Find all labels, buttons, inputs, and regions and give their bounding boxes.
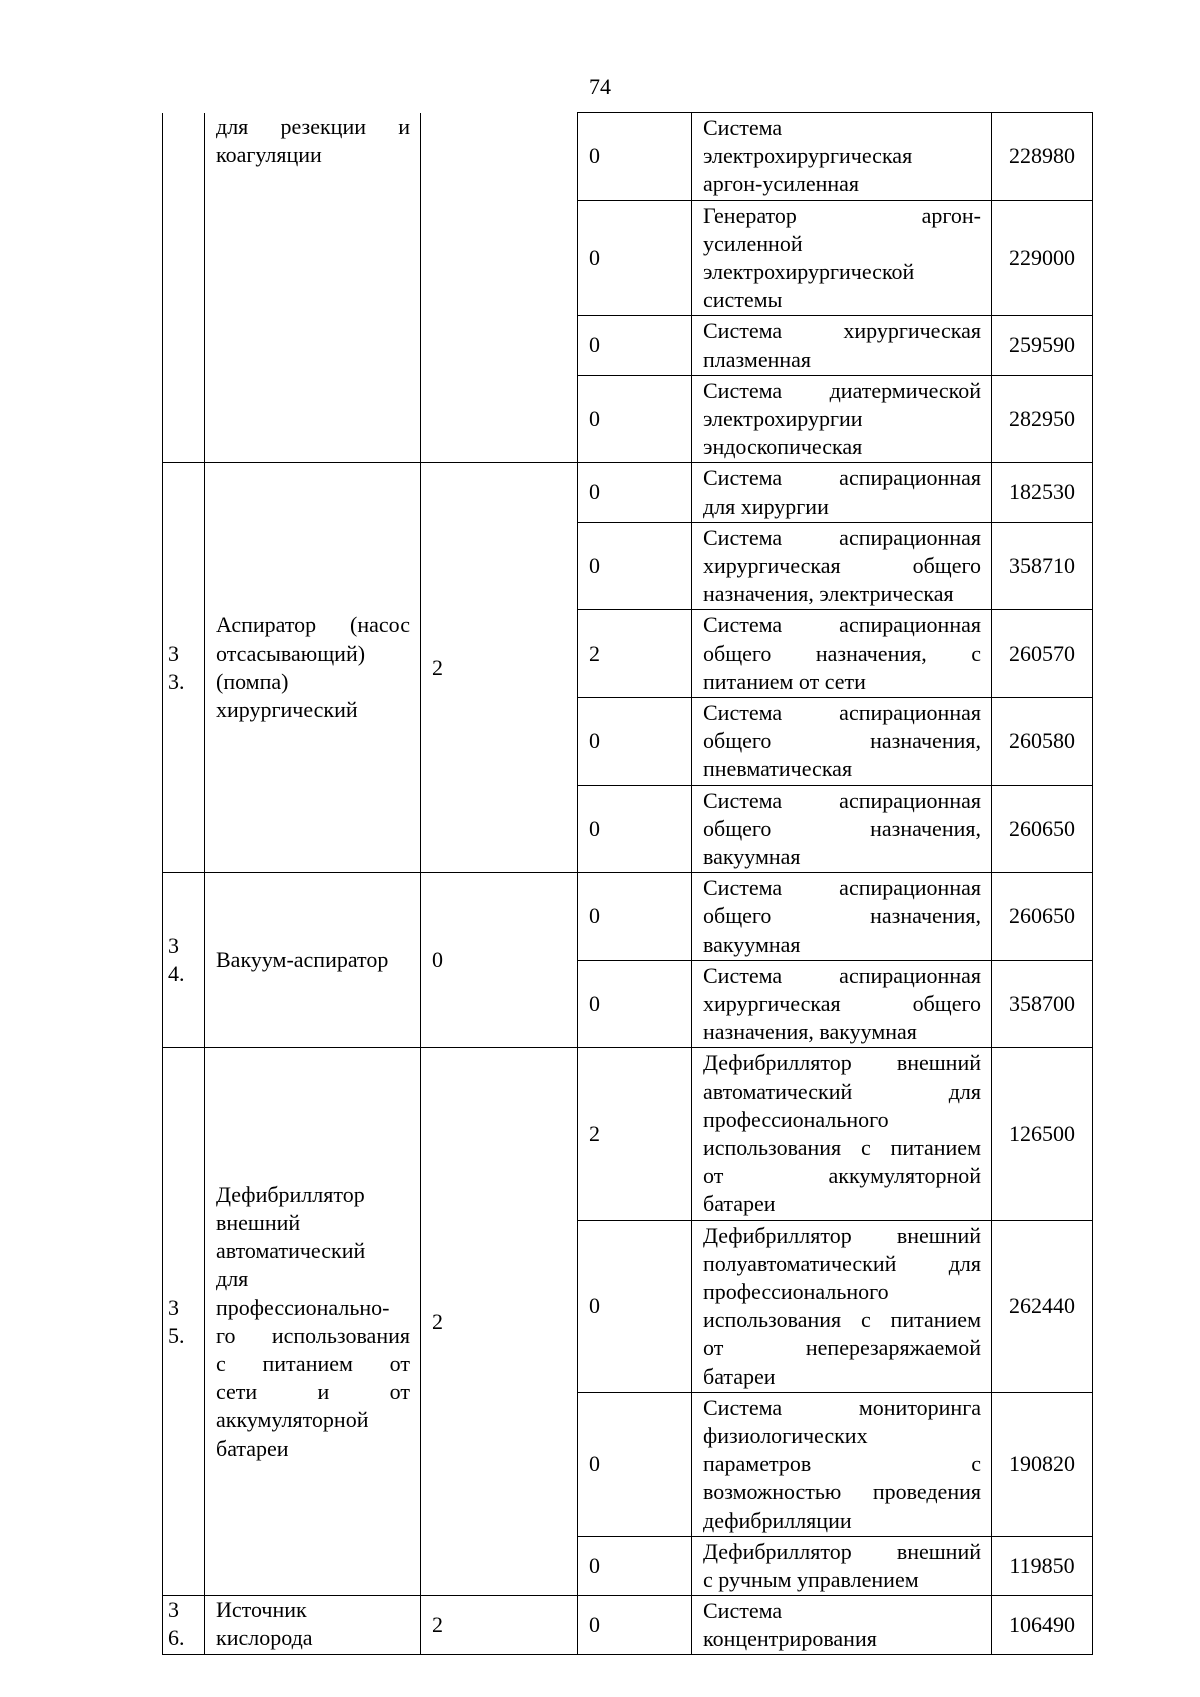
variant-description: Система диатермической электрохирургии эндоскопическая: [692, 375, 992, 463]
item-name: Вакуум-аспиратор: [205, 873, 421, 1048]
variant-description: Система мониторинга физиологических параметров с возможностью проведения дефибрилляции: [692, 1392, 992, 1536]
variant-code: 182530: [992, 463, 1093, 522]
variant-class: 0: [578, 697, 692, 785]
variant-description: Система аспирационная хирургическая общего назначения, электрическая: [692, 522, 992, 610]
variant-code: 260650: [992, 785, 1093, 873]
table-row: [163, 1048, 1093, 1220]
item-name: Дефибриллятор внешний автоматический для профессионально- го использования с питанием от сети и от аккумуляторной батареи: [205, 1048, 421, 1596]
variant-class: 0: [578, 873, 692, 961]
variant-class: 0: [578, 316, 692, 375]
variant-description: Дефибриллятор внешний автоматический для профессионального использования с питанием от аккумуляторной батареи: [692, 1048, 992, 1220]
variant-code: 229000: [992, 200, 1093, 316]
variant-code: 190820: [992, 1392, 1093, 1536]
item-class: [421, 113, 578, 463]
variant-description: Система хирургическая плазменная: [692, 316, 992, 375]
variant-class: 0: [578, 785, 692, 873]
variant-class: 2: [578, 610, 692, 698]
table-row: [163, 463, 1093, 522]
variant-description: Система аспирационная общего назначения, с питанием от сети: [692, 610, 992, 698]
variant-code: 119850: [992, 1536, 1093, 1595]
variant-class: 0: [578, 200, 692, 316]
variant-code: 262440: [992, 1220, 1093, 1392]
variant-code: 260570: [992, 610, 1093, 698]
variant-class: 0: [578, 1536, 692, 1595]
variant-description: Система концентрирования: [692, 1596, 992, 1655]
variant-class: 0: [578, 1392, 692, 1536]
variant-description: Система аспирационная для хирургии: [692, 463, 992, 522]
table-row: [163, 1596, 1093, 1655]
variant-class: 2: [578, 1048, 692, 1220]
variant-description: Система аспирационная общего назначения, пневматическая: [692, 697, 992, 785]
variant-description: Система электрохирургическая аргон-усиленная: [692, 113, 992, 201]
item-number: 3 5.: [163, 1048, 205, 1596]
variant-description: Система аспирационная общего назначения, вакуумная: [692, 873, 992, 961]
variant-description: Генератор аргон- усиленной электрохирургической системы: [692, 200, 992, 316]
variant-code: 358700: [992, 960, 1093, 1048]
item-name: Аспиратор (насос отсасывающий) (помпа) хирургический: [205, 463, 421, 873]
variant-description: Дефибриллятор внешний с ручным управлением: [692, 1536, 992, 1595]
item-class: 2: [421, 463, 578, 873]
variant-code: 228980: [992, 113, 1093, 201]
variant-class: 0: [578, 113, 692, 201]
variant-code: 259590: [992, 316, 1093, 375]
item-class: 2: [421, 1048, 578, 1596]
variant-class: 0: [578, 375, 692, 463]
item-name: Источник кислорода: [205, 1596, 421, 1655]
variant-class: 0: [578, 522, 692, 610]
variant-class: 0: [578, 1596, 692, 1655]
item-number: 3 6.: [163, 1596, 205, 1655]
variant-code: 126500: [992, 1048, 1093, 1220]
equipment-table: [162, 112, 1093, 1655]
item-class: 0: [421, 873, 578, 1048]
item-name: для резекции и коагуляции: [205, 113, 421, 463]
variant-code: 260580: [992, 697, 1093, 785]
page-number: 74: [589, 74, 611, 99]
variant-description: Система аспирационная хирургическая общего назначения, вакуумная: [692, 960, 992, 1048]
table-row: [163, 873, 1093, 961]
variant-class: 0: [578, 1220, 692, 1392]
item-class: 2: [421, 1596, 578, 1655]
table-row: [163, 113, 1093, 201]
variant-description: Дефибриллятор внешний полуавтоматический для профессионального использования с питанием от неперезаряжаемой батареи: [692, 1220, 992, 1392]
variant-code: 106490: [992, 1596, 1093, 1655]
item-number: [163, 113, 205, 463]
item-number: 3 3.: [163, 463, 205, 873]
variant-code: 358710: [992, 522, 1093, 610]
variant-code: 282950: [992, 375, 1093, 463]
item-number: 3 4.: [163, 873, 205, 1048]
variant-code: 260650: [992, 873, 1093, 961]
variant-description: Система аспирационная общего назначения, вакуумная: [692, 785, 992, 873]
variant-class: 0: [578, 960, 692, 1048]
variant-class: 0: [578, 463, 692, 522]
